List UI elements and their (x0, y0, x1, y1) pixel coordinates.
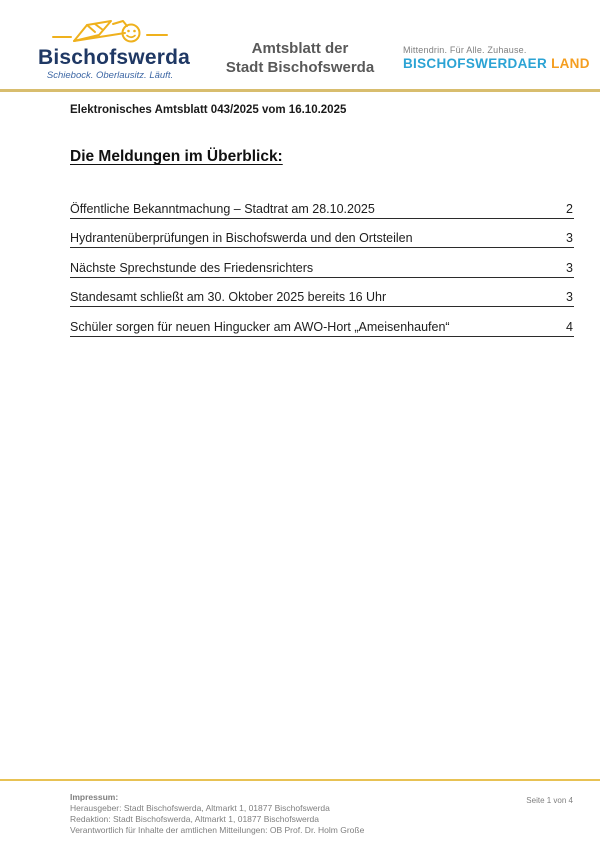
overview-heading: Die Meldungen im Überblick: (70, 148, 283, 165)
city-logo (38, 12, 190, 82)
toc-entry-page: 3 (566, 231, 573, 245)
impressum-block (70, 792, 364, 836)
toc-entry[interactable] (70, 189, 574, 219)
brand-slogan: Mittendrin. Für Alle. Zuhause. (403, 45, 527, 55)
toc-entry-page: 3 (566, 290, 573, 304)
region-brand (403, 44, 590, 72)
impressum-line: Verantwortlich für Inhalte der amtlichen Mitteilungen: OB Prof. Dr. Holm Große (70, 825, 365, 835)
logo-tagline: Schiebock. Oberlausitz. Läuft. (46, 70, 174, 81)
toc-entry-title: Hydrantenüberprüfungen in Bischofswerda und den Ortsteilen (70, 231, 413, 245)
toc-entry-title: Schüler sorgen für neuen Hingucker am AWO-Hort „Ameisenhaufen“ (70, 319, 450, 334)
header-gold-rule (0, 89, 600, 92)
toc-entry-title: Standesamt schließt am 30. Oktober 2025 bereits 16 Uhr (70, 290, 387, 304)
brand-name-part2: LAND (551, 56, 590, 71)
toc-entry-page: 4 (566, 319, 573, 334)
toc-entry-page: 2 (566, 201, 573, 216)
page-indicator: Seite 1 von 4 (526, 796, 573, 805)
gazette-title-line2: Stadt Bischofswerda (225, 59, 375, 76)
gazette-title-line1: Amtsblatt der (251, 40, 349, 57)
toc-entry[interactable] (70, 278, 574, 308)
toc-entry[interactable] (70, 219, 574, 249)
issue-line: Elektronisches Amtsblatt 043/2025 vom 16.10.2025 (70, 104, 347, 116)
table-of-contents (70, 189, 574, 337)
brand-name-part1: BISCHOFSWERDAER (403, 56, 548, 71)
brand-name (403, 56, 590, 72)
toc-entry-title: Nächste Sprechstunde des Friedensrichters (70, 260, 314, 275)
toc-entry[interactable] (70, 248, 574, 278)
impressum-line: Redaktion: Stadt Bischofswerda, Altmarkt 1, 01877 Bischofswerda (70, 814, 319, 824)
logo-city-name: Bischofswerda (38, 46, 190, 69)
footer-gold-rule (0, 779, 600, 781)
impressum-line: Herausgeber: Stadt Bischofswerda, Altmarkt 1, 01877 Bischofswerda (70, 803, 330, 813)
toc-entry-title: Öffentliche Bekanntmachung – Stadtrat am 28.10.2025 (70, 201, 375, 216)
gazette-title (195, 39, 405, 77)
toc-entry-page: 3 (566, 260, 573, 275)
impressum-label: Impressum: (70, 792, 119, 802)
toc-entry[interactable] (70, 307, 574, 337)
schiebock-wheelbarrow-smiley-icon (51, 12, 169, 48)
